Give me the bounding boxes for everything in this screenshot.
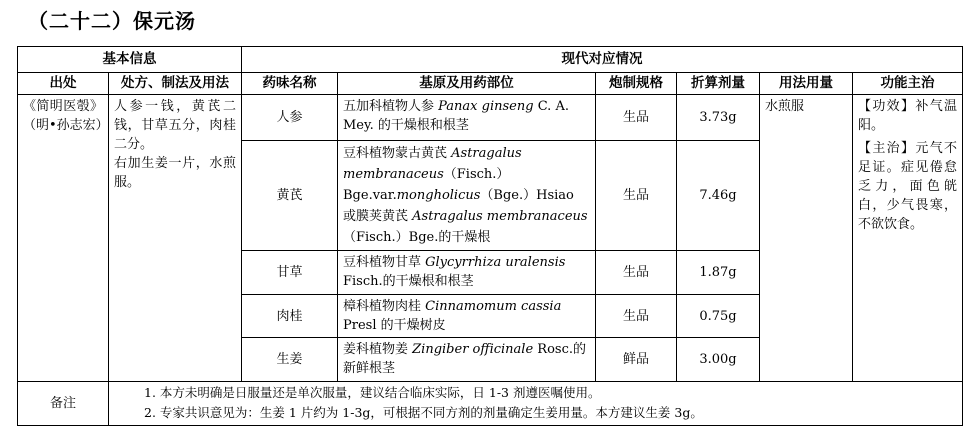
latin-name: Panax ginseng [438,99,534,114]
herb-origin: 豆科植物甘草 Glycyrrhiza uralensis Fisch.的干燥根和根茎 [338,251,596,295]
herb-dose: 3.00g [677,338,760,382]
herb-processing: 生品 [596,251,677,295]
latin-name: Glycyrrhiza uralensis [425,255,566,270]
header-herb-name: 药味名称 [242,73,338,95]
header-usage: 用法用量 [760,73,853,95]
herb-name: 生姜 [242,338,338,382]
latin-name: Astragalus membranaceus [412,209,588,224]
header-dose: 折算剂量 [677,73,760,95]
function-efficacy: 【功效】补气温阳。 [858,99,958,133]
function-indication: 【主治】元气不足证。症见倦怠乏力，面色㿠白，少气畏寒，不欲饮食。 [858,141,958,232]
source-text: 《简明医彀》（明•孙志宏） [23,99,109,133]
latin-name: Cinnamomum cassia [425,299,562,314]
header-row-2 [18,73,963,95]
notes-cell [109,382,963,426]
herb-name: 肉桂 [242,295,338,338]
header-processing: 炮制规格 [596,73,677,95]
table-row [18,95,963,141]
herb-name: 黄芪 [242,141,338,251]
herb-processing: 生品 [596,141,677,251]
herb-name: 人参 [242,95,338,141]
latin-name: mongholicus [396,188,481,203]
note-line-2: 2. 专家共识意见为：生姜 1 片约为 1-3g，可根据不同方剂的剂量确定生姜用量。本方建议生姜 3g。 [144,405,703,420]
prescription-para-1: 人参一钱，黄芪二钱，甘草五分，肉桂二分。 [114,99,236,152]
herb-name: 甘草 [242,251,338,295]
header-prescription: 处方、制法及用法 [109,73,242,95]
usage-cell [760,95,853,382]
latin-name: Astragalus membranaceus [343,146,522,182]
herb-origin: 五加科植物人参 Panax ginseng C. A. Mey. 的干燥根和根茎 [338,95,596,141]
herb-origin: 樟科植物肉桂 Cinnamomum cassia Presl 的干燥树皮 [338,295,596,338]
header-basic-info: 基本信息 [18,47,242,73]
herb-processing: 生品 [596,295,677,338]
herb-dose: 3.73g [677,95,760,141]
notes-row [18,382,963,426]
header-source: 出处 [18,73,109,95]
formula-table [17,46,963,426]
page-title: （二十二）保元汤 [28,9,196,33]
herb-dose: 0.75g [677,295,760,338]
header-modern: 现代对应情况 [242,47,963,73]
note-line-1: 1. 本方未明确是日服量还是单次服量，建议结合临床实际，日 1-3 剂遵医嘱使用。 [144,385,601,400]
herb-dose: 1.87g [677,251,760,295]
herb-processing: 生品 [596,95,677,141]
prescription-cell [109,95,242,382]
herb-origin: 姜科植物姜 Zingiber officinale Rosc.的新鲜根茎 [338,338,596,382]
usage-text: 水煎服 [765,99,805,114]
notes-label: 备注 [18,382,109,426]
header-function: 功能主治 [853,73,963,95]
latin-name: Zingiber officinale [412,342,534,357]
herb-origin: 豆科植物蒙古黄芪 Astragalus membranaceus（Fisch.）Bge.var.mongholicus（Bge.）Hsiao 或膜荚黄芪 Astragalus membranaceus（Fisch.）Bge.的干燥根 [338,141,596,251]
function-cell [853,95,963,382]
herb-processing: 鲜品 [596,338,677,382]
herb-dose: 7.46g [677,141,760,251]
header-origin: 基原及用药部位 [338,73,596,95]
prescription-para-2: 右加生姜一片，水煎服。 [114,156,236,190]
header-row-1 [18,47,963,73]
source-cell [18,95,109,382]
